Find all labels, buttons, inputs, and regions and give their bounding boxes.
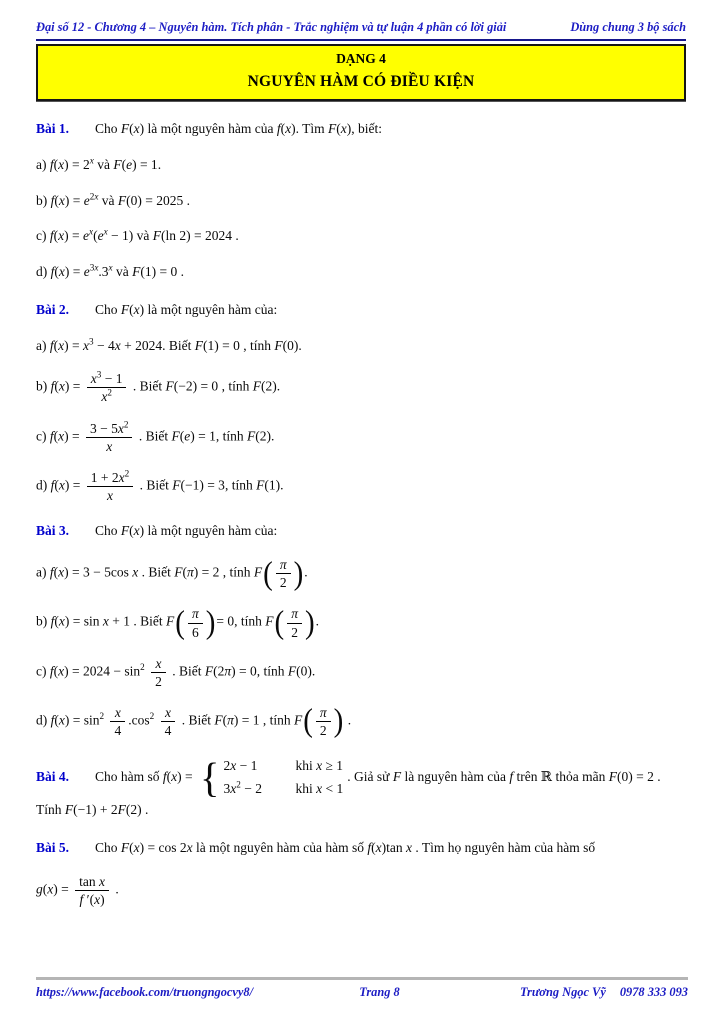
fraction	[151, 656, 166, 689]
superscript: x	[103, 226, 108, 237]
cases-row	[223, 779, 343, 799]
problem-label: Bài 3.	[36, 522, 70, 538]
left-paren-icon: (	[263, 555, 273, 592]
right-paren-icon: )	[304, 605, 315, 641]
superscript: 2x	[89, 191, 99, 202]
superscript: x	[108, 262, 113, 273]
piecewise-cases	[200, 756, 343, 800]
footer-author-name: Trương Ngọc Vỹ	[519, 985, 606, 999]
superscript: x	[89, 155, 94, 166]
problem-item: b) $f(x) = e^{2x}$ và F(0) = 2025 .	[36, 191, 191, 208]
section-title-line2: NGUYÊN HÀM CÓ ĐIỀU KIỆN	[247, 73, 475, 90]
left-brace-icon: {	[200, 754, 220, 801]
right-paren-icon: )	[293, 555, 304, 592]
numerator: π	[316, 705, 331, 722]
numerator: π	[287, 606, 302, 623]
problem-item: d) $f(x) = e^{3x}.3^x$ và F(1) = 0 .	[36, 262, 184, 279]
fraction	[287, 606, 302, 639]
problems-list	[36, 119, 686, 907]
denominator: 4	[164, 722, 172, 738]
parenthesized-fraction	[175, 606, 215, 639]
fraction	[75, 874, 109, 907]
problem-label: Bài 1.	[36, 121, 70, 136]
superscript: 2	[149, 711, 155, 722]
fraction	[86, 421, 132, 454]
footer-author-phone: 0978 333 093	[619, 985, 688, 999]
problem-intro: Cho hàm số f(x) = { 2x − 1 khi x ≥ 1 $3x^2 - 2$ khi x < 1 . Giả sử F là nguyên hàm của f trên ℝ thỏa mãn F(0) = 2 . Tính F(−1) + 2F(2) .	[36, 754, 661, 817]
denominator: x	[106, 438, 113, 454]
cases-row	[223, 756, 343, 776]
problem-item: a) $f(x) = x^3 - 4x + 2024$. Biết F(1) = 0 , tính F(0).	[36, 336, 302, 353]
header-left-text: Đại số 12 - Chương 4 – Nguyên hàm. Tích phân - Trắc nghiệm và tự luận 4 phần có lời giải	[36, 20, 507, 34]
problem-heading	[36, 521, 686, 541]
problem-block	[36, 521, 686, 738]
superscript: x	[89, 226, 94, 237]
problem-item: d) $f(x) = \sin^2$ $\frac{x}{4}$ $.\cos^2$ $\frac{x}{4}$ . Biết F(π) = 1 , tính F ( $\frac{\pi}{2}$ ) .	[36, 703, 352, 740]
superscript: 3	[89, 336, 94, 347]
denominator: $x^2$	[101, 387, 112, 405]
denominator: f ′(x)	[79, 892, 105, 908]
problem-block	[36, 838, 686, 907]
denominator: 2	[155, 673, 162, 689]
problem-intro: Cho F(x) là một nguyên hàm của:	[95, 522, 278, 538]
footer-author	[506, 985, 688, 1000]
header-right-text: Dùng chung 3 bộ sách	[570, 20, 686, 34]
numerator: $x^3 - 1$	[87, 371, 127, 388]
numerator: $3 - 5x^2$	[86, 421, 132, 438]
right-paren-icon: )	[333, 703, 344, 740]
problem-block	[36, 119, 686, 282]
problem-item: c) $f(x) = e^x(e^x - 1)$ và F(ln 2) = 2024 .	[36, 226, 239, 244]
denominator: 2	[279, 575, 287, 591]
denominator: 4	[114, 722, 122, 738]
denominator: 6	[191, 624, 199, 640]
case-expression: 2x − 1	[223, 758, 258, 774]
problem-heading	[36, 119, 686, 139]
footer-facebook-link[interactable]: https://www.facebook.com/truongngocvy8/	[36, 985, 254, 999]
parenthesized-fraction	[303, 705, 343, 738]
fraction	[87, 371, 127, 404]
right-paren-icon: )	[205, 605, 216, 641]
problem-label: Bài 5.	[36, 839, 70, 855]
superscript: 2	[107, 387, 112, 398]
problem-heading	[36, 838, 686, 858]
fraction	[316, 705, 331, 738]
numerator: tan x	[75, 874, 109, 891]
problem-intro: Cho F(x) là một nguyên hàm của:	[95, 301, 278, 317]
case-condition: khi x < 1	[295, 781, 344, 797]
fraction	[276, 557, 291, 590]
superscript: 2	[236, 779, 241, 790]
problem-item: c) $f(x) = 2024 - \sin^2$ $\frac{x}{2}$ . Biết F(2π) = 0, tính F(0).	[36, 655, 316, 689]
denominator: 2	[319, 722, 327, 738]
numerator: x	[161, 705, 176, 722]
case-condition: khi x ≥ 1	[295, 758, 344, 774]
problem-item: g(x) = $\frac{\text{tan x}}{f '(x)}$ .	[36, 874, 119, 908]
parenthesized-fraction	[263, 557, 303, 590]
cases-rows	[223, 756, 343, 800]
fraction	[87, 470, 133, 503]
problem-heading	[36, 300, 686, 320]
numerator: π	[188, 606, 203, 623]
problem-label: Bài 4.	[36, 768, 70, 784]
case-expression: $3x^2 - 2$	[223, 779, 262, 797]
denominator: x	[106, 487, 113, 503]
section-title-line1: DẠNG 4	[336, 51, 386, 66]
problem-heading	[36, 756, 686, 820]
fraction	[161, 705, 176, 738]
superscript: 2	[123, 419, 129, 430]
page-header	[36, 20, 686, 41]
left-paren-icon: (	[274, 605, 285, 641]
problem-item: b) f(x) = $\frac{x^3 - 1}{x^2}$ . Biết F(−2) = 0 , tính F(2).	[36, 369, 281, 405]
problem-item: b) f(x) = sin x + 1 . Biết F ( $\frac{\pi}{6}$ ) = 0, tính F ( $\frac{\pi}{2}$ ) .	[36, 605, 319, 641]
problem-block	[36, 300, 686, 503]
section-title-box	[36, 44, 686, 101]
problem-item: a) $f(x) = 2^x$ và F(e) = 1.	[36, 155, 162, 173]
problem-label: Bài 2.	[36, 301, 70, 317]
problem-item: a) f(x) = 3 − 5cos x . Biết F(π) = 2 , tính F ( $\frac{\pi}{2}$ ) .	[36, 555, 308, 592]
numerator: x	[151, 656, 166, 673]
superscript: 2	[140, 661, 145, 672]
numerator: π	[276, 557, 291, 574]
problem-intro: Cho F(x) = cos 2x là một nguyên hàm của hàm số f(x)tan x . Tìm họ nguyên hàm của hàm số	[95, 839, 596, 855]
left-paren-icon: (	[175, 605, 185, 641]
fraction	[188, 606, 203, 639]
superscript: 3x	[89, 262, 99, 273]
problem-item: c) f(x) = $\frac{3 - 5x^2}{x}$ . Biết F(e) = 1, tính F(2).	[36, 419, 275, 454]
problem-intro: Cho F(x) là một nguyên hàm của f(x). Tìm F(x), biết:	[95, 121, 383, 136]
fraction	[110, 705, 125, 738]
left-paren-icon: (	[303, 703, 313, 740]
parenthesized-fraction	[275, 606, 315, 639]
problem-item: d) f(x) = $\frac{1 + 2x^2}{x}$ . Biết F(−1) = 3, tính F(1).	[36, 468, 284, 503]
footer-page-number: Trang 8	[359, 985, 400, 999]
page-footer	[36, 977, 688, 1000]
denominator: 2	[291, 624, 298, 640]
superscript: 2	[124, 468, 130, 479]
problem-block	[36, 756, 686, 820]
superscript: 3	[96, 369, 102, 380]
superscript: 2	[99, 711, 105, 722]
numerator: x	[110, 705, 125, 722]
numerator: $1 + 2x^2$	[87, 470, 133, 487]
